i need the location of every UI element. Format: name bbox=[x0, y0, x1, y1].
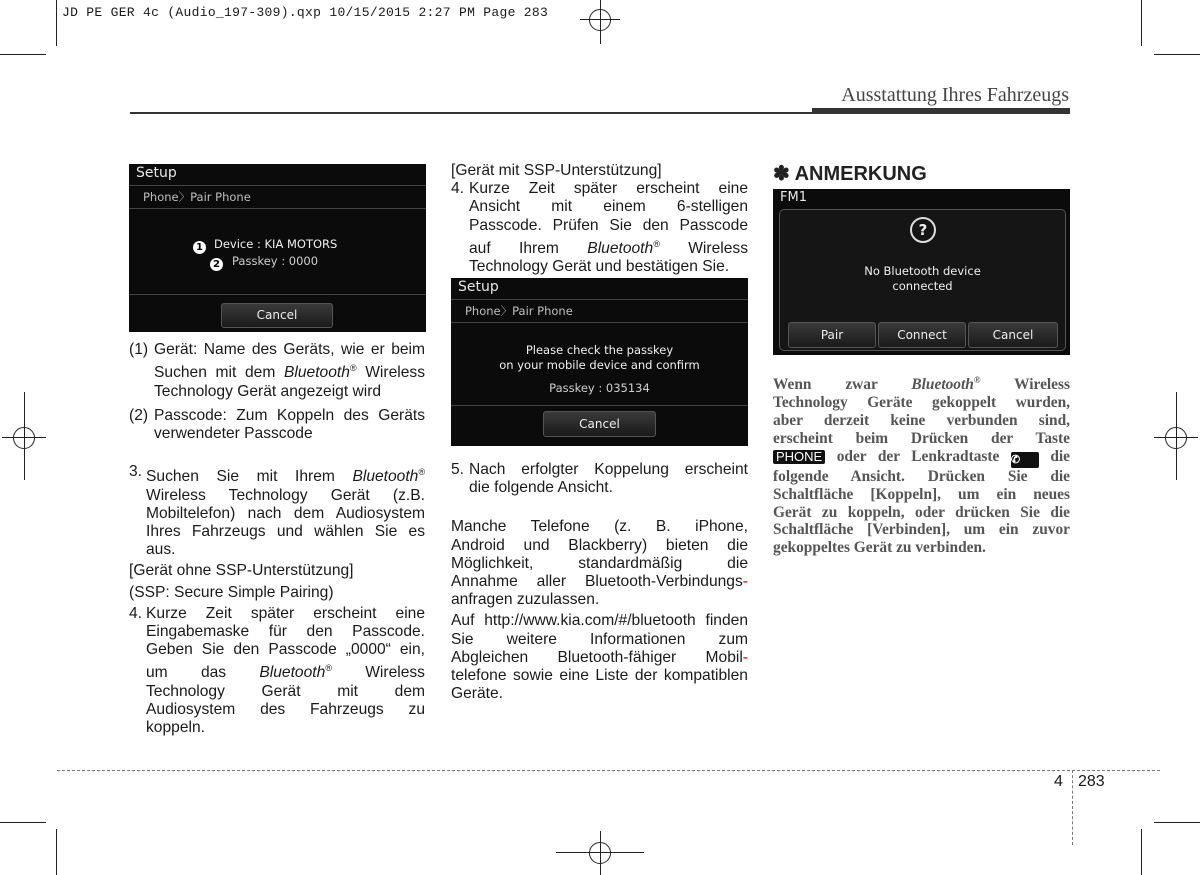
list-number: (1) bbox=[129, 341, 149, 358]
note-body bbox=[773, 372, 1070, 557]
page-number: 283 bbox=[1078, 773, 1105, 790]
text-line: erscheint beim Drücken der Taste bbox=[773, 429, 1070, 447]
text-line: Annahme aller Bluetooth-Verbindungs- bbox=[451, 573, 748, 591]
list-number: (2) bbox=[129, 406, 149, 424]
breadcrumb: Phone〉Pair Phone bbox=[465, 304, 573, 318]
passkey-line: Passkey : 0000 bbox=[232, 254, 319, 268]
text-line: Technology Gerät und bestätigen Sie. bbox=[469, 258, 730, 276]
header-rule-accent bbox=[812, 108, 1070, 114]
registration-mark bbox=[600, 0, 601, 44]
footer-rule bbox=[57, 770, 1160, 771]
crop-mark bbox=[56, 0, 57, 46]
text-line: PHONE oder der Lenkradtaste ✆ die bbox=[773, 448, 1070, 468]
registration-mark bbox=[24, 392, 25, 480]
phone-handset-icon: ✆ bbox=[1011, 452, 1039, 468]
text-line: Manche Telefone (z. B. iPhone, bbox=[451, 518, 748, 536]
registration-mark bbox=[600, 831, 601, 875]
cancel-button[interactable]: Cancel bbox=[221, 303, 333, 328]
text-line: (SSP: Secure Simple Pairing) bbox=[129, 583, 334, 601]
text-line: verwendeter Passcode bbox=[154, 425, 313, 442]
text-line: [Gerät ohne SSP-Unterstützung] bbox=[129, 562, 354, 580]
text-line: die folgende Ansicht. bbox=[469, 479, 613, 497]
text-line: Technology Gerät mit dem bbox=[146, 682, 425, 700]
divider bbox=[451, 322, 748, 323]
message-line: Please check the passkey bbox=[525, 343, 674, 357]
divider bbox=[451, 405, 748, 406]
text-line: Kurze Zeit später erscheint eine bbox=[146, 604, 425, 622]
text-line: Sie weitere Informationen zum bbox=[451, 630, 748, 648]
text-line: Auf http://www.kia.com/#/bluetooth finden bbox=[451, 612, 748, 630]
screenshot-no-device-connected bbox=[773, 189, 1070, 355]
print-slug-line: JD PE GER 4c (Audio_197-309).qxp 10/15/2015 2:27 PM Page 283 bbox=[62, 5, 549, 20]
callout-marker-1: 1 bbox=[193, 241, 206, 254]
step-number: 5. bbox=[451, 461, 465, 478]
text-line: Möglichkeit, standardmäßig die bbox=[451, 554, 748, 572]
question-icon: ? bbox=[910, 217, 936, 243]
text-line: Audiosystem des Fahrzeugs zu bbox=[146, 701, 425, 719]
crop-mark bbox=[1141, 829, 1142, 875]
text-line: Ihres Fahrzeugs und wählen Sie es bbox=[146, 523, 425, 540]
crop-mark bbox=[0, 54, 46, 55]
text-line: koppeln. bbox=[146, 719, 205, 737]
text-line: Schaltfläche [Koppeln], um ein neues bbox=[773, 485, 1070, 503]
text-line: Geräte. bbox=[451, 685, 504, 703]
paragraph bbox=[451, 518, 748, 609]
device-name-line: Device : KIA MOTORS bbox=[214, 237, 338, 251]
text-line: aber derzeit keine verbunden sind, bbox=[773, 411, 1070, 429]
divider bbox=[129, 294, 426, 295]
footer-separator bbox=[1072, 770, 1073, 845]
divider bbox=[451, 299, 748, 300]
text-line: Passcode. Prüfen Sie den Passcode bbox=[469, 216, 748, 234]
registration-mark bbox=[580, 19, 620, 20]
text-line: [Gerät mit SSP-Unterstützung] bbox=[451, 162, 662, 179]
connect-button[interactable]: Connect bbox=[878, 322, 966, 348]
paragraph bbox=[451, 612, 748, 703]
passkey-line: Passkey : 035134 bbox=[549, 381, 650, 395]
screen-title: Setup bbox=[458, 279, 499, 295]
asterisk-icon: ✽ bbox=[773, 163, 790, 185]
text-line: Nach erfolgter Koppelung erscheint bbox=[469, 461, 748, 478]
list-item bbox=[129, 605, 425, 738]
phone-key-label: PHONE bbox=[773, 450, 825, 464]
callout-marker-2: 2 bbox=[210, 258, 223, 271]
text-line: Abgleichen Bluetooth-fähiger Mobil- bbox=[451, 648, 748, 666]
registration-mark bbox=[1154, 437, 1198, 438]
confirm-message bbox=[451, 343, 748, 373]
text-line: gekoppeltes Gerät zu verbinden. bbox=[773, 539, 986, 557]
popup-dialog bbox=[779, 209, 1066, 351]
text-line: Android und Blackberry) bieten die bbox=[451, 536, 748, 554]
registration-mark bbox=[1176, 392, 1177, 480]
step-number: 3. bbox=[129, 463, 143, 481]
popup-message bbox=[780, 264, 1065, 294]
registration-mark bbox=[2, 437, 46, 438]
text-line: anfragen zuzulassen. bbox=[451, 591, 600, 609]
list-item bbox=[129, 341, 425, 401]
section-title: Ausstattung Ihres Fahrzeugs bbox=[841, 84, 1069, 106]
middle-column-bottom bbox=[451, 461, 748, 703]
note-heading-text: ANMERKUNG bbox=[794, 163, 927, 185]
text-line: auf Ihrem Bluetooth® Wireless bbox=[469, 238, 748, 257]
text-line: Kurze Zeit später erscheint eine bbox=[469, 180, 748, 198]
screenshot-pair-phone-passkey bbox=[129, 164, 426, 332]
text-line: Technology Geräte gekoppelt wurden, bbox=[773, 394, 1070, 412]
text-line: Geben Sie den Passcode „0000“ ein, bbox=[146, 641, 425, 659]
text-line: aus. bbox=[146, 541, 176, 559]
divider bbox=[129, 185, 426, 186]
crop-mark bbox=[1141, 0, 1142, 46]
cancel-button[interactable]: Cancel bbox=[968, 322, 1058, 348]
list-item bbox=[129, 463, 425, 559]
text-line: Ansicht mit einem 6-stelligen bbox=[469, 198, 748, 216]
message-line: on your mobile device and confirm bbox=[499, 358, 700, 372]
note-heading bbox=[773, 161, 927, 186]
text-line: Schaltfläche [Verbinden], um ein zuvor bbox=[773, 521, 1070, 539]
text-line: telefone sowie eine Liste der kompatiblen bbox=[451, 667, 748, 685]
text-line: Technology Gerät angezeigt wird bbox=[154, 382, 382, 400]
text-line: Mobiltelefon) nach dem Audiosystem bbox=[146, 504, 425, 522]
divider bbox=[129, 208, 426, 209]
step-number: 4. bbox=[451, 180, 465, 198]
text-line: Wenn zwar Bluetooth® Wireless bbox=[773, 375, 1070, 394]
screen-title: Setup bbox=[136, 165, 177, 181]
text-line: Wireless Technology Gerät (z.B. bbox=[146, 486, 425, 504]
text-line: Gerät zu koppeln, oder drücken Sie die bbox=[773, 503, 1070, 521]
text-line: Eingabemaske für den Passcode. bbox=[146, 623, 425, 641]
breadcrumb: Phone〉Pair Phone bbox=[143, 190, 251, 204]
left-column bbox=[129, 341, 425, 737]
list-item bbox=[451, 180, 748, 276]
list-item bbox=[129, 407, 425, 443]
text-line: Suchen Sie mit Ihrem Bluetooth® bbox=[146, 467, 425, 486]
registration-mark bbox=[556, 852, 644, 853]
chapter-number: 4 bbox=[1054, 773, 1063, 790]
step-number: 4. bbox=[129, 604, 143, 622]
text-line: Passcode: Zum Koppeln des Geräts bbox=[154, 406, 425, 424]
text-line: folgende Ansicht. Drücken Sie die bbox=[773, 467, 1070, 485]
screen-title: FM1 bbox=[780, 190, 807, 205]
crop-mark bbox=[1154, 822, 1200, 823]
text-line: um das Bluetooth® Wireless bbox=[146, 663, 425, 682]
crop-mark bbox=[56, 829, 57, 875]
text-line: Suchen mit dem Bluetooth® Wireless bbox=[154, 363, 425, 382]
message-line: connected bbox=[892, 279, 953, 293]
list-item bbox=[451, 461, 748, 497]
middle-column-top bbox=[451, 162, 748, 276]
text-line: Gerät: Name des Geräts, wie er beim bbox=[154, 341, 425, 358]
cancel-button[interactable]: Cancel bbox=[543, 411, 656, 437]
message-line: No Bluetooth device bbox=[864, 264, 981, 278]
screenshot-confirm-passkey bbox=[451, 278, 748, 446]
pair-button[interactable]: Pair bbox=[788, 322, 876, 348]
crop-mark bbox=[0, 822, 46, 823]
crop-mark bbox=[1154, 54, 1200, 55]
